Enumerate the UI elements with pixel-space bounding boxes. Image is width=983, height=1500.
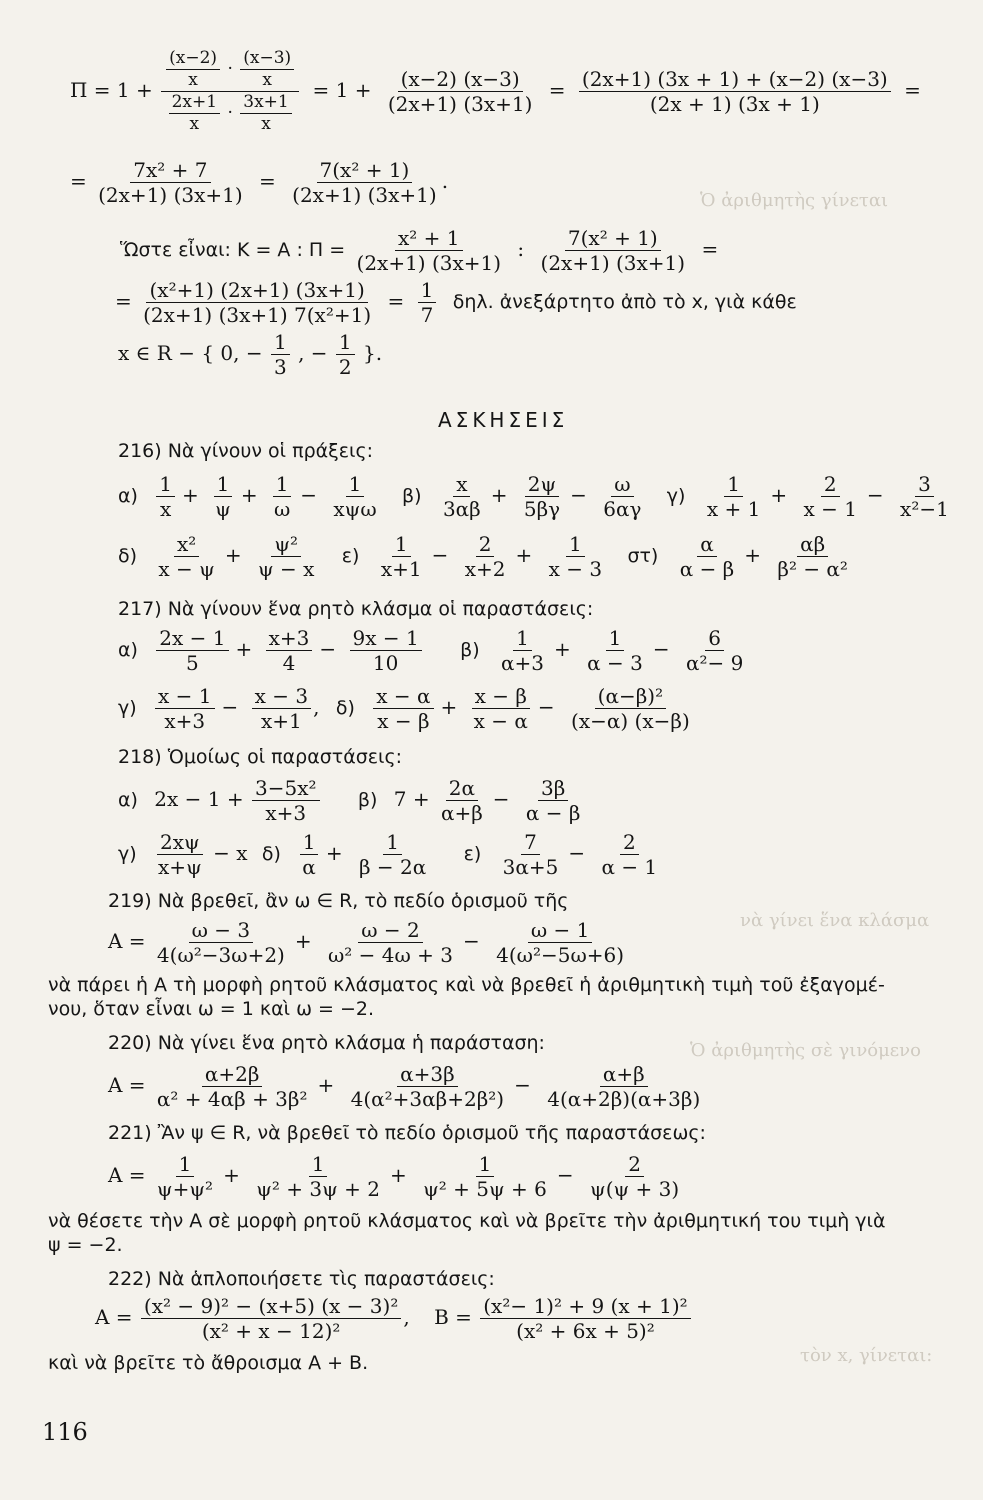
exercise-220-formula: Α = $\frac{\alpha+2\beta}{\text{α² + 4αβ + 3β²}}$ + $\frac{\alpha+3\beta}{\text{4(α²+3αβ+2β²)}}$ − $\frac{\alpha+\beta}{4(\alpha+2\beta)(\alpha+3\beta)}$	[108, 1064, 705, 1109]
fraction: $\frac{\text{(x² − 9)² − (x+5) (x − 3)²}}{\text{(x² + x − 12)²}}$	[141, 1296, 401, 1341]
fraction: $\frac{1}{3}$	[271, 332, 290, 377]
fraction: $\frac{1}{7}$	[418, 280, 437, 325]
derivation-line-4: = $\frac{\text{(x²+1) (2x+1) (3x+1)}}{\text{(2x+1) (3x+1) 7(x²+1)}}$ = $\frac{1}{7}$ δηλ. ἀνεξάρτητο ἀπὸ τὸ x, γιὰ κάθε	[115, 278, 797, 327]
derivation-line-2: = $\frac{\text{7x² + 7}}{(2x+1) (3x+1)}$ = $\frac{\text{7(x² + 1)}}{(2x+1) (3x+1)}$ .	[70, 158, 449, 207]
exercise-216-title: 216) Νὰ γίνουν οἱ πράξεις:	[118, 440, 374, 462]
fraction: $\frac{2}{x+2}$	[464, 532, 506, 581]
exercise-222-title: 222) Νὰ ἁπλοποιήσετε τὶς παραστάσεις:	[108, 1268, 495, 1290]
fraction: $\frac{x - \alpha}{x - \beta}$	[373, 686, 433, 731]
fraction: $\frac{2x\psi}{x+\psi}$	[158, 830, 202, 879]
fraction: $\frac{x+3}{4}$	[266, 628, 313, 673]
show-through-text: νὰ γίνει ἕνα κλάσμα	[740, 910, 930, 931]
derivation-line-3: Ὥστε εἶναι: Κ = Α : Π = $\frac{\text{x² + 1}}{(2x+1) (3x+1)}$ : $\frac{\text{7(x² + 1)}}{(2x+1) (3x+1)}$ =	[120, 226, 719, 275]
derivation-line-1: Π = 1 + $\frac{(x-2)}{x}$ · $\frac{(x-3)}{x}$ $\frac{2x+1}{x}$ · $\frac{3x+1}{x}$ = 1 + $\frac{(x-2) (x-3)}{(2x+1) (3x+1)}$ = $\frac{(2x+1) (3x + 1) + (x-2) (x-3)}{(2x + 1) (3x + 1)}$ =	[70, 48, 921, 134]
exercise-218-title: 218) Ὁμοίως οἱ παραστάσεις:	[118, 746, 403, 768]
exercise-221-text-1: νὰ θέσετε τὴν Α σὲ μορφὴ ρητοῦ κλάσματος καὶ νὰ βρεῖτε τὴν ἀριθμητική του τιμὴ γιὰ	[48, 1210, 886, 1232]
fraction: $\frac{1}{\text{ψ+ψ²}}$	[156, 1152, 214, 1201]
fraction: $\frac{\text{7(x² + 1)}}{(2x+1) (3x+1)}$	[540, 226, 686, 275]
fraction: $\frac{(x-3)}{x}$	[240, 50, 294, 89]
section-heading: ΑΣΚΗΣΕΙΣ	[438, 408, 569, 432]
fraction: $\frac{1}{\psi}$	[215, 472, 231, 521]
exercise-219-title: 219) Νὰ βρεθεῖ, ἂν ω ∈ R, τὸ πεδίο ὁρισμοῦ τῆς	[108, 890, 569, 912]
fraction: $\frac{\omega - 3}{\text{4(ω²−3ω+2)}}$	[156, 918, 285, 967]
fraction: $\frac{\omega}{6\alpha\gamma}$	[603, 472, 642, 521]
fraction: $\frac{\text{ψ²}}{\psi - x}$	[257, 532, 315, 581]
fraction: $\frac{3}{\text{x²−1}}$	[900, 472, 949, 521]
fraction: $\frac{3x+1}{x}$	[240, 94, 291, 133]
fraction: $\frac{1}{x - 3}$	[548, 532, 603, 581]
fraction: $\frac{(2x+1) (3x + 1) + (x-2) (x-3)}{(2x + 1) (3x + 1)}$	[579, 69, 891, 114]
show-through-text: Ὁ ἀριθμητὴς γίνεται	[700, 190, 889, 211]
fraction: $\frac{\text{x² + 1}}{(2x+1) (3x+1)}$	[356, 226, 502, 275]
fraction: $\frac{1}{\text{ψ² + 3ψ + 2}}$	[256, 1152, 380, 1201]
exercise-219-text-2: νου, ὅταν εἶναι ω = 1 καὶ ω = −2.	[48, 998, 375, 1020]
fraction: $\frac{2x+1}{x}$	[169, 94, 220, 133]
fraction: $\frac{x - \beta}{x - \alpha}$	[471, 686, 531, 731]
fraction: $\frac{1}{2}$	[336, 332, 355, 377]
fraction: $\frac{2x - 1}{5}$	[156, 628, 228, 673]
complex-fraction: $\frac{(x-2)}{x}$ · $\frac{(x-3)}{x}$ $\frac{2x+1}{x}$ · $\frac{3x+1}{x}$	[161, 50, 299, 133]
fraction: $\frac{\text{(x²+1) (2x+1) (3x+1)}}{\text{(2x+1) (3x+1) 7(x²+1)}}$	[143, 278, 372, 327]
exercise-221-title: 221) Ἂν ψ ∈ R, νὰ βρεθεῖ τὸ πεδίο ὁρισμοῦ τῆς παραστάσεως:	[108, 1122, 706, 1144]
fraction: $\frac{1}{\text{ψ² + 5ψ + 6}}$	[423, 1152, 547, 1201]
exercise-218-row-2: γ) $\frac{2x\psi}{x+\psi}$ − x δ) $\frac{1}{\alpha}$ + $\frac{1}{\beta - 2\alpha}$ ε) $\frac{7}{3\alpha+5}$ − $\frac{2}{\alpha - 1}$	[118, 832, 662, 877]
exercise-222-text: καὶ νὰ βρεῖτε τὸ ἄθροισμα Α + Β.	[48, 1352, 369, 1374]
fraction: $\frac{1}{\alpha+3}$	[500, 626, 544, 675]
fraction: $\frac{1}{\beta - 2\alpha}$	[358, 830, 427, 879]
exercise-217-row-1: α) $\frac{2x - 1}{5}$ + $\frac{x+3}{4}$ − $\frac{9x - 1}{10}$ β) $\frac{1}{\alpha+3}$ + $\frac{1}{\alpha - 3}$ − $\frac{6}{\text{α²− 9}}$	[118, 628, 748, 673]
fraction: $\frac{\text{(α−β)²}}{(x-\alpha) (x-\beta)}$	[571, 684, 690, 733]
show-through-text: Ὁ ἀριθμητὴς σὲ γινόμενο	[690, 1040, 921, 1061]
exercise-221-text-2: ψ = −2.	[48, 1234, 123, 1256]
fraction: $\frac{1}{\omega}$	[273, 472, 291, 521]
fraction: $\frac{2}{\alpha - 1}$	[601, 830, 658, 879]
fraction: $\frac{\omega - 2}{\text{ω² − 4ω + 3}}$	[327, 918, 454, 967]
fraction: $\frac{1}{\alpha}$	[299, 832, 319, 877]
fraction: $\frac{x - 3}{x+1}$	[252, 686, 311, 731]
fraction: $\frac{\omega - 1}{\text{4(ω²−5ω+6)}}$	[496, 918, 625, 967]
exercise-222-formula: Α = $\frac{\text{(x² − 9)² − (x+5) (x − 3)²}}{\text{(x² + x − 12)²}}$ , Β = $\frac{\text{(x²− 1)² + 9 (x + 1)²}}{\text{(x² + 6x + 5)²}}$	[95, 1296, 693, 1341]
page-number: 116	[42, 1418, 88, 1446]
fraction: $\frac{2}{x - 1}$	[803, 472, 857, 521]
exercise-218-row-1: α) 2x − 1 + $\frac{\text{3−5x²}}{x+3}$ β) 7 + $\frac{2\alpha}{\alpha+\beta}$ − $\frac{3\beta}{\alpha - \beta}$	[118, 778, 585, 823]
fraction: $\frac{9x - 1}{10}$	[350, 628, 422, 673]
fraction: $\frac{6}{\text{α²− 9}}$	[685, 626, 744, 675]
fraction: $\frac{1}{x}$	[156, 474, 175, 519]
fraction: $\frac{\text{x²}}{x - \psi}$	[158, 532, 215, 581]
fraction: $\frac{1}{x+1}$	[380, 532, 422, 581]
fraction: $\frac{1}{\alpha - 3}$	[587, 626, 643, 675]
fraction: $\frac{(x-2)}{x}$	[166, 50, 220, 89]
fraction: $\frac{\text{7x² + 7}}{(2x+1) (3x+1)}$	[98, 158, 243, 207]
exercise-217-row-2: γ) $\frac{x - 1}{x+3}$ − $\frac{x - 3}{x+1}$ , δ) $\frac{x - \alpha}{x - \beta}$ + $\frac{x - \beta}{x - \alpha}$ − $\frac{\text{(α−β)²}}{(x-\alpha) (x-\beta)}$	[118, 686, 695, 731]
exercise-220-title: 220) Νὰ γίνει ἕνα ρητὸ κλάσμα ἡ παράσταση:	[108, 1032, 545, 1054]
exercise-219-text-1: νὰ πάρει ἡ Α τὴ μορφὴ ρητοῦ κλάσματος καὶ νὰ βρεθεῖ ἡ ἀριθμητικὴ τιμὴ τοῦ ἐξαγομέ-	[48, 974, 885, 996]
exercise-216-row-1: α) $\frac{1}{x}$ + $\frac{1}{\psi}$ + $\frac{1}{\omega}$ − 1 xψω β) $\frac{x}{3\alpha\beta}$ + $\frac{2\psi}{5\beta\gamma}$ − $\frac{\omega}{6\alpha\gamma}$ γ) $\frac{1}{x + 1}$ + $\frac{2}{x - 1}$ − $\frac{3}{\text{x²−1}}$	[118, 474, 954, 519]
fraction: $\frac{x}{3\alpha\beta}$	[442, 472, 481, 521]
exercise-216-row-2: δ) $\frac{\text{x²}}{x - \psi}$ + $\frac{\text{ψ²}}{\psi - x}$ ε) $\frac{1}{x+1}$ − $\frac{2}{x+2}$ + $\frac{1}{x - 3}$ στ) $\frac{\alpha}{\alpha - \beta}$ + $\frac{\alpha\beta}{\text{β² − α²}}$	[118, 534, 853, 579]
fraction: $\frac{2\alpha}{\alpha+\beta}$	[440, 776, 483, 825]
fraction: 1 xψω	[333, 472, 377, 521]
fraction: $\frac{3\beta}{\alpha - \beta}$	[525, 776, 581, 825]
exercise-219-formula: Α = $\frac{\omega - 3}{\text{4(ω²−3ω+2)}}$ + $\frac{\omega - 2}{\text{ω² − 4ω + 3}}$ − $\frac{\omega - 1}{\text{4(ω²−5ω+6)}}$	[108, 920, 629, 965]
fraction: $\frac{\text{(x²− 1)² + 9 (x + 1)²}}{\text{(x² + 6x + 5)²}}$	[480, 1296, 690, 1341]
show-through-text: τὸν x, γίνεται:	[800, 1345, 933, 1366]
exercise-217-title: 217) Νὰ γίνουν ἕνα ρητὸ κλάσμα οἱ παραστάσεις:	[118, 598, 594, 620]
fraction: $\frac{\alpha}{\alpha - \beta}$	[679, 532, 735, 581]
fraction: $\frac{\alpha+\beta}{4(\alpha+2\beta)(\alpha+3\beta)}$	[547, 1062, 701, 1111]
fraction: $\frac{x - 1}{x+3}$	[155, 686, 214, 731]
fraction: $\frac{(x-2) (x-3)}{(2x+1) (3x+1)}$	[387, 67, 533, 116]
fraction: $\frac{\alpha+3\beta}{\text{4(α²+3αβ+2β²)}}$	[350, 1062, 505, 1111]
fraction: $\frac{2\psi}{5\beta\gamma}$	[523, 472, 561, 521]
fraction: $\frac{\text{7(x² + 1)}}{(2x+1) (3x+1)}$	[292, 158, 437, 207]
fraction: $\frac{1}{x + 1}$	[706, 472, 761, 521]
fraction: $\frac{2}{\psi(\psi + 3)}$	[590, 1152, 680, 1201]
domain-line: x ∈ R − { 0, − $\frac{1}{3}$ , − $\frac{1}{2}$ }.	[118, 330, 383, 379]
fraction: $\frac{\text{3−5x²}}{x+3}$	[252, 778, 320, 823]
exercise-221-formula: Α = $\frac{1}{\text{ψ+ψ²}}$ + $\frac{1}{\text{ψ² + 3ψ + 2}}$ + $\frac{1}{\text{ψ² + 5ψ + 6}}$ − $\frac{2}{\psi(\psi + 3)}$	[108, 1154, 684, 1199]
fraction: $\frac{7}{3\alpha+5}$	[502, 830, 559, 879]
fraction: $\frac{\alpha\beta}{\text{β² − α²}}$	[777, 532, 848, 581]
fraction: $\frac{\alpha+2\beta}{\text{α² + 4αβ + 3β²}}$	[156, 1062, 308, 1111]
